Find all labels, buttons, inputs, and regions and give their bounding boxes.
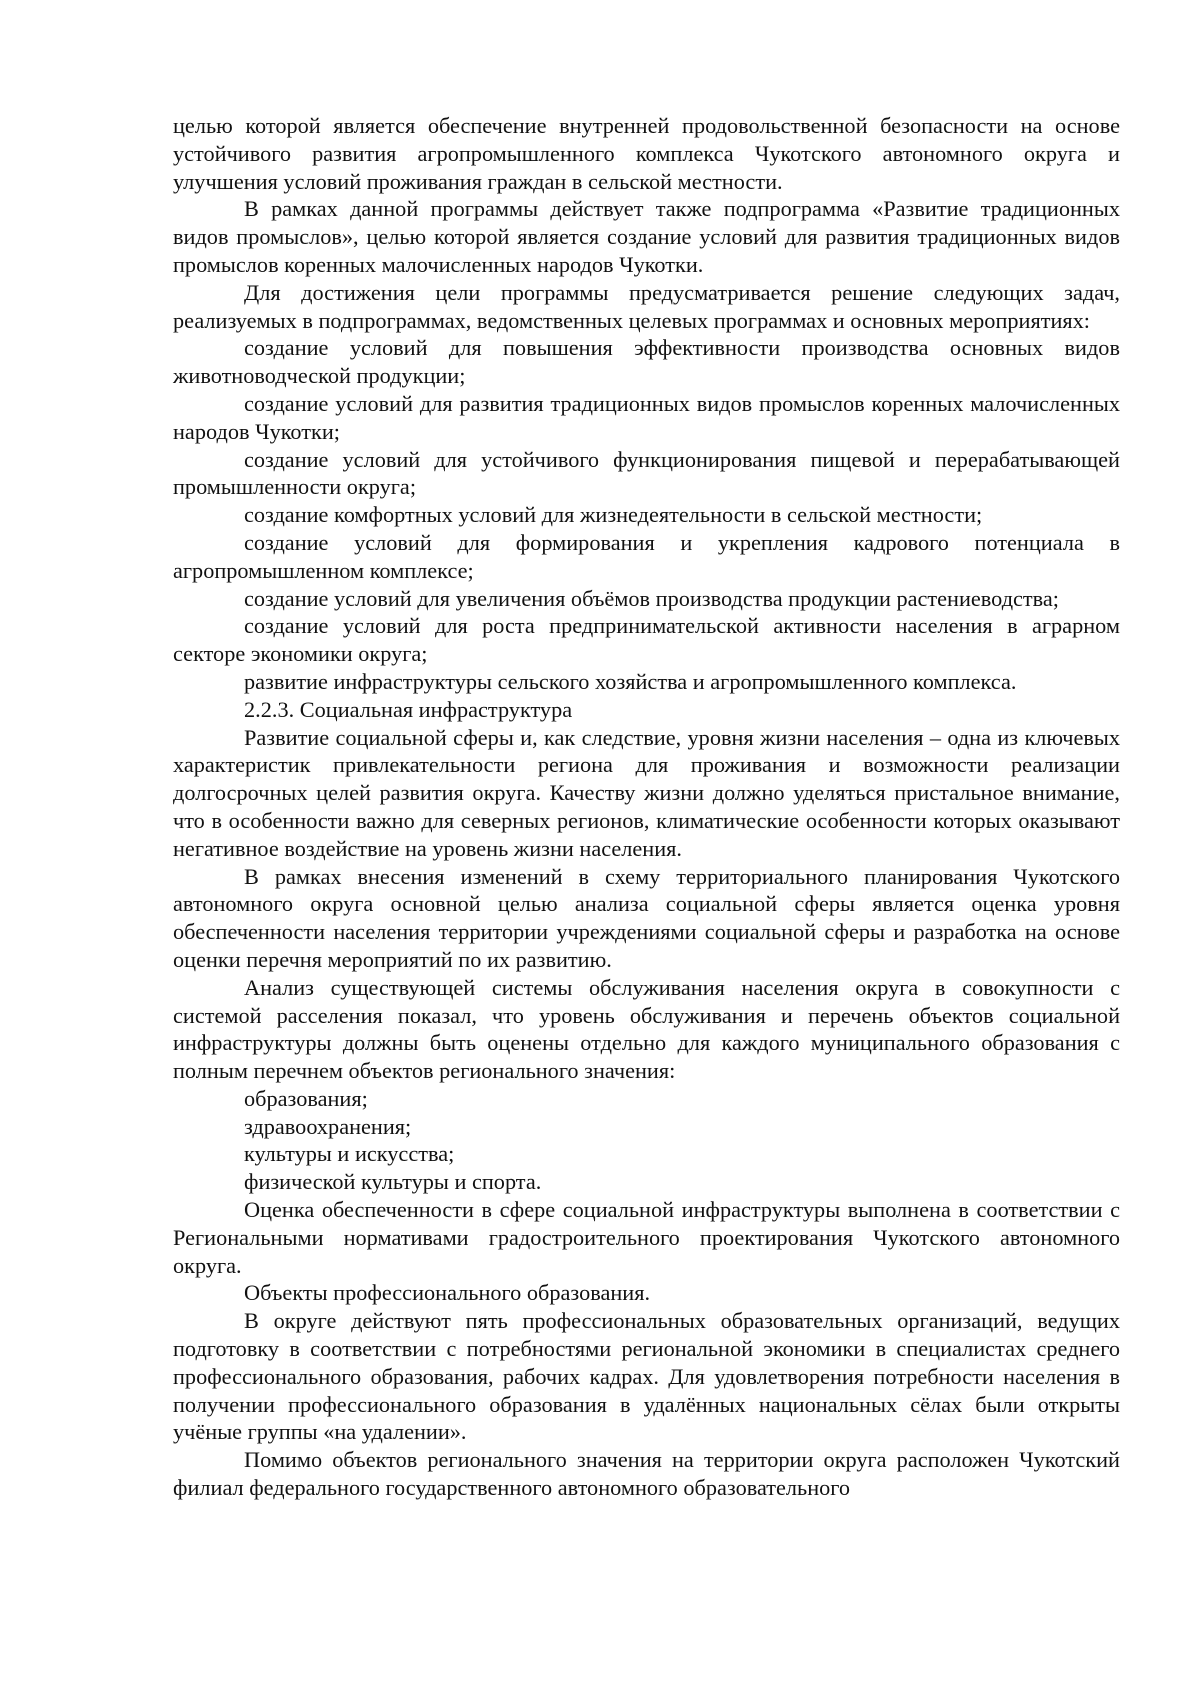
list-item-sport: физической культуры и спорта. [244, 1169, 542, 1195]
paragraph-service-analysis: Анализ существующей системы обслуживания населения округа в совокупности с системой расселения показал, что уровень обслуживания и перечень объектов социальной инфраструктуры должны быть оценены отдельно для каждого муниципального образования с полным перечнем объектов регионального значения: [173, 974, 1120, 1084]
section-heading: 2.2.3. Социальная инфраструктура [244, 696, 573, 722]
list-item-traditional-crafts: создание условий для развития традиционных видов промыслов коренных малочисленных народов Чукотки; [173, 390, 1120, 444]
list-item-livestock: создание условий для повышения эффективности производства основных видов животноводческой продукции; [173, 335, 1120, 389]
subheading-professional-education: Объекты профессионального образования. [244, 1280, 651, 1306]
list-item-healthcare: здравоохранения; [244, 1113, 412, 1139]
list-item-entrepreneurship: создание условий для роста предпринимательской активности населения в аграрном секторе экономики округа; [173, 613, 1120, 667]
paragraph-social-sphere: Развитие социальной сферы и, как следствие, уровня жизни населения – одна из ключевых характеристик привлекательности региона для проживания и возможности реализации долгосрочных целей развития округа. Качеству жизни должно уделяться пристальное внимание, что в особенности важно для северных регионов, климатические особенности которых оказывают негативное воздействие на уровень жизни населения. [173, 724, 1120, 861]
list-item-crop-production: создание условий для увеличения объёмов производства продукции растениеводства; [244, 585, 1060, 611]
paragraph-branch: Помимо объектов регионального значения на территории округа расположен Чукотский филиал федерального государственного автономного образовательного [173, 1447, 1120, 1501]
list-item-rural-comfort: создание комфортных условий для жизнедеятельности в сельской местности; [244, 502, 983, 528]
paragraph-tasks-intro: Для достижения цели программы предусматривается решение следующих задач, реализуемых в подпрограммах, ведомственных целевых программах и основных мероприятиях: [173, 279, 1120, 333]
paragraph-assessment: Оценка обеспеченности в сфере социальной инфраструктуры выполнена в соответствии с Региональными нормативами градостроительного проектирования Чукотского автономного округа. [173, 1197, 1120, 1278]
paragraph-subprogram: В рамках данной программы действует также подпрограмма «Развитие традиционных видов промыслов», целью которой является создание условий для развития традиционных видов промыслов коренных малочисленных народов Чукотки. [173, 196, 1120, 277]
list-item-food-industry: создание условий для устойчивого функционирования пищевой и перерабатывающей промышленности округа; [173, 446, 1120, 500]
paragraph-planning-goal: В рамках внесения изменений в схему территориального планирования Чукотского автономного округа основной целью анализа социальной сферы является оценка уровня обеспеченности населения территории учреждениями социальной сферы и разработка на основе оценки перечня мероприятий по их развитию. [173, 863, 1120, 972]
list-item-infrastructure: развитие инфраструктуры сельского хозяйства и агропромышленного комплекса. [244, 668, 1017, 694]
paragraph-goal-continuation: целью которой является обеспечение внутренней продовольственной безопасности на основе устойчивого развития агропромышленного комплекса Чукотского автономного округа и улучшения условий проживания граждан в сельской местности. [173, 113, 1120, 194]
list-item-staff-potential: создание условий для формирования и укрепления кадрового потенциала в агропромышленном комплексе; [173, 529, 1120, 583]
list-item-education: образования; [244, 1085, 368, 1111]
paragraph-professional-organizations: В округе действуют пять профессиональных образовательных организаций, ведущих подготовку в соответствии с потребностями региональной экономики в специалистах среднего профессионального образования, рабочих кадрах. Для удовлетворения потребности населения в получении профессионального образования в удалённых национальных сёлах были открыты учёные группы «на удалении». [173, 1308, 1120, 1445]
document-page [173, 112, 1120, 1502]
list-item-culture: культуры и искусства; [244, 1141, 455, 1167]
